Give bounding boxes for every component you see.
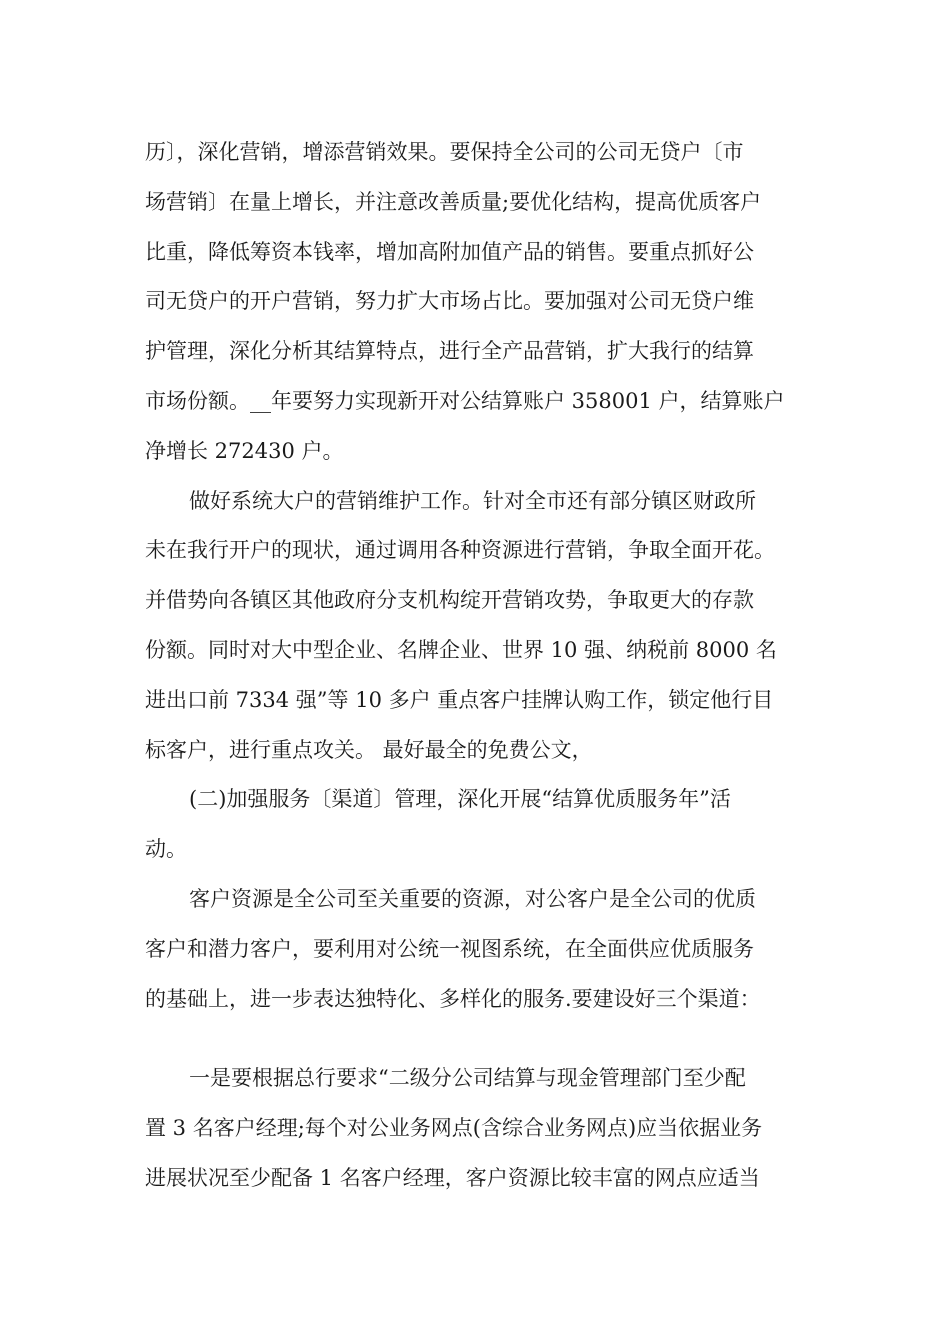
text-line: 净增长 272430 户。 [145, 438, 344, 463]
text-line: 置 3 名客户经理;每个对公业务网点(含综合业务网点)应当依据业务 [145, 1116, 763, 1141]
paragraph-4 [145, 1054, 825, 1203]
text-line: (二)加强服务〔渠道〕管理，深化开展“结算优质服务年”活 [189, 787, 731, 812]
text-line: 未在我行开户的现状，通过调用各种资源进行营销，争取全面开花。 [145, 538, 775, 563]
text-line: 场营销〕在量上增长，并注意改善质量;要优化结构，提高优质客户 [145, 189, 762, 214]
text-line: 一是要根据总行要求“二级分公司结算与现金管理部门至少配 [189, 1066, 746, 1091]
document-body [145, 128, 825, 1204]
text-line: 历〕，深化营销，增添营销效果。要保持全公司的公司无贷户〔市 [145, 140, 744, 164]
text-line: 市场份额。__年要努力实现新开对公结算账户 358001 户，结算账户 [145, 388, 785, 413]
paragraph-gap [145, 1024, 825, 1054]
text-line: 的基础上，进一步表达独特化、多样化的服务.要建设好三个渠道： [145, 986, 761, 1011]
text-line: 比重，降低筹资本钱率，增加高附加值产品的销售。要重点抓好公 [145, 239, 754, 264]
text-line: 进出口前 7334 强”等 10 多户 重点客户挂牌认购工作，锁定他行目 [145, 687, 774, 712]
text-line: 标客户，进行重点攻关。 最好最全的免费公文， [145, 737, 593, 762]
text-line: 份额。同时对大中型企业、名牌企业、世界 10 强、纳税前 8000 名 [145, 637, 777, 662]
text-line: 司无贷户的开户营销，努力扩大市场占比。要加强对公司无贷户维 [145, 289, 754, 314]
text-line: 动。 [145, 837, 187, 862]
paragraph-2 [145, 477, 825, 776]
text-line: 做好系统大户的营销维护工作。针对全市还有部分镇区财政所 [189, 488, 756, 513]
text-line: 护管理，深化分析其结算特点，进行全产品营销，扩大我行的结算 [145, 339, 754, 364]
text-line: 进展状况至少配备 1 名客户经理，客户资源比较丰富的网点应适当 [145, 1165, 760, 1190]
section-heading [145, 775, 825, 875]
paragraph-1 [145, 128, 825, 477]
text-line: 并借势向各镇区其他政府分支机构绽开营销攻势，争取更大的存款 [145, 588, 754, 613]
text-line: 客户和潜力客户，要利用对公统一视图系统，在全面供应优质服务 [145, 936, 754, 961]
text-line: 客户资源是全公司至关重要的资源，对公客户是全公司的优质 [189, 886, 756, 911]
paragraph-3 [145, 875, 825, 1024]
